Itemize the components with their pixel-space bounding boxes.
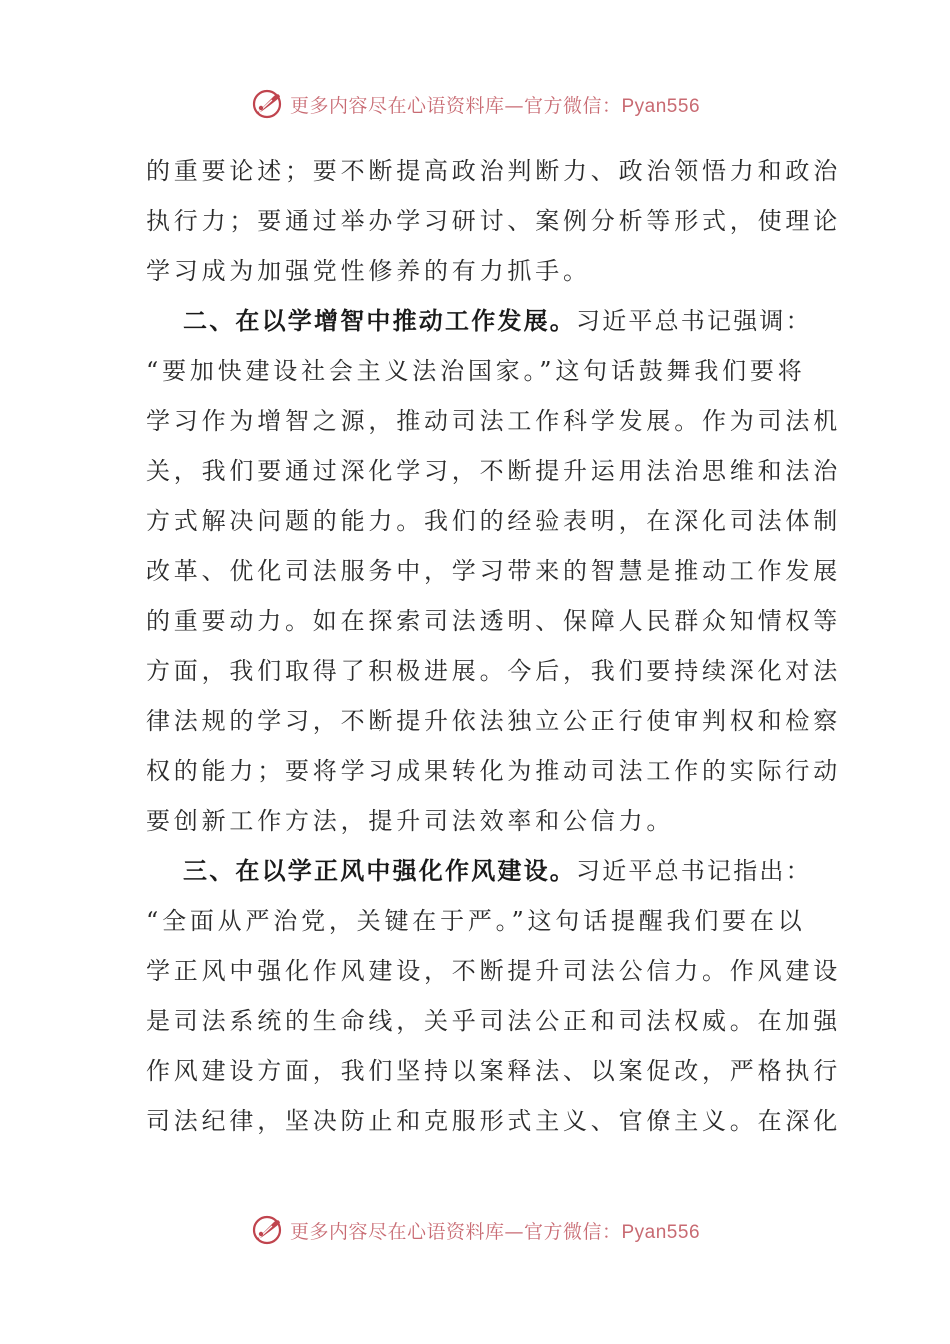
- footer-banner: [0, 1210, 950, 1250]
- text-span: 习近平总书记强调：: [576, 307, 812, 335]
- wechat-id: Pyan556: [621, 1221, 701, 1243]
- section-heading: 二、在以学增智中推动工作发展。: [183, 306, 576, 335]
- header-banner: [0, 84, 950, 124]
- wechat-id: Pyan556: [621, 95, 701, 117]
- banner-text: 更多内容尽在心语资料库—官方微信：: [289, 1220, 622, 1243]
- text-line: 方式解决问题的能力。我们的经验表明，在深化司法体制: [146, 507, 841, 535]
- text-line: 作风建设方面，我们坚持以案释法、以案促改，严格执行: [146, 1057, 841, 1085]
- text-span: 习近平总书记指出：: [576, 857, 812, 885]
- text-line: “要加快建设社会主义法治国家。”这句话鼓舞我们要将: [146, 357, 806, 385]
- section-heading: 三、在以学正风中强化作风建设。: [183, 856, 576, 885]
- text-line: 学习成为加强党性修养的有力抓手。: [146, 257, 591, 285]
- document-body: [146, 146, 841, 1146]
- section-two-first-line: [146, 296, 812, 346]
- text-line: 要创新工作方法，提升司法效率和公信力。: [146, 807, 675, 835]
- text-line: 律法规的学习，不断提升依法独立公正行使审判权和检察: [146, 707, 841, 735]
- section-three-first-line: [146, 846, 812, 896]
- text-line: 是司法系统的生命线，关乎司法公正和司法权威。在加强: [146, 1007, 841, 1035]
- text-line: 执行力；要通过举办学习研讨、案例分析等形式，使理论: [146, 207, 841, 235]
- text-line: 关，我们要通过深化学习，不断提升运用法治思维和法治: [146, 457, 841, 485]
- text-line: 司法纪律，坚决防止和克服形式主义、官僚主义。在深化: [146, 1107, 841, 1135]
- text-line: 学正风中强化作风建设，不断提升司法公信力。作风建设: [146, 957, 841, 985]
- quill-logo-icon: [250, 87, 284, 121]
- text-line: 的重要论述；要不断提高政治判断力、政治领悟力和政治: [146, 157, 841, 185]
- text-line: 权的能力；要将学习成果转化为推动司法工作的实际行动: [146, 757, 841, 785]
- text-line: 学习作为增智之源，推动司法工作科学发展。作为司法机: [146, 407, 841, 435]
- quill-logo-icon: [250, 1213, 284, 1247]
- text-line: “全面从严治党，关键在于严。”这句话提醒我们要在以: [146, 907, 806, 935]
- text-line: 改革、优化司法服务中，学习带来的智慧是推动工作发展: [146, 557, 841, 585]
- text-line: 的重要动力。如在探索司法透明、保障人民群众知情权等: [146, 607, 841, 635]
- text-line: 方面，我们取得了积极进展。今后，我们要持续深化对法: [146, 657, 841, 685]
- banner-text: 更多内容尽在心语资料库—官方微信：: [289, 94, 622, 117]
